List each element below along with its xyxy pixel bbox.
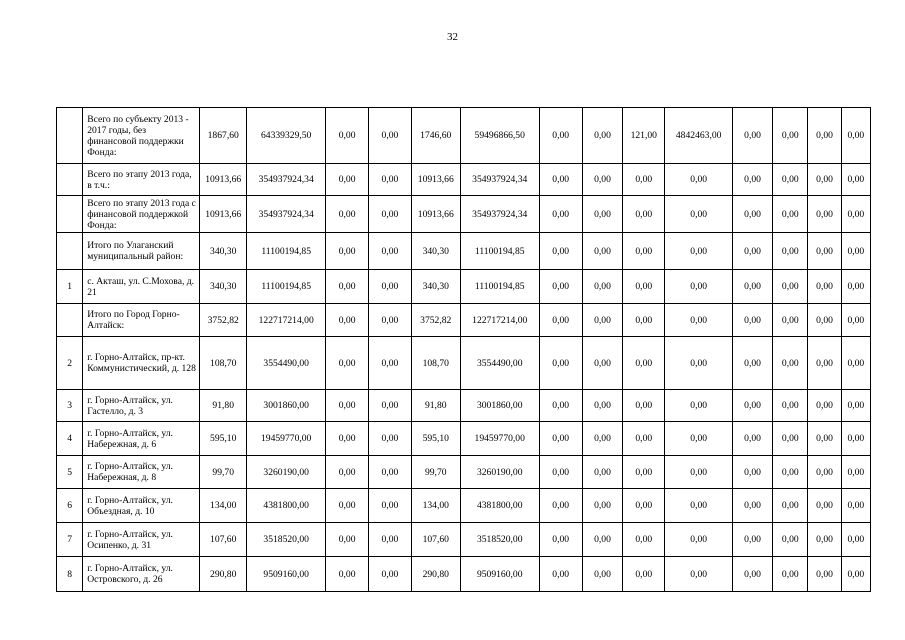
value-cell: 0,00 (539, 270, 582, 304)
value-cell: 0,00 (732, 196, 772, 233)
value-cell: 0,00 (773, 164, 808, 196)
value-cell: 0,00 (773, 304, 808, 337)
value-cell: 0,00 (325, 390, 368, 422)
value-cell: 0,00 (773, 456, 808, 489)
value-cell: 0,00 (325, 164, 368, 196)
value-cell: 0,00 (539, 304, 582, 337)
value-cell: 0,00 (369, 108, 411, 164)
value-cell: 0,00 (325, 557, 368, 592)
value-cell: 354937924,34 (247, 164, 326, 196)
value-cell: 354937924,34 (460, 196, 539, 233)
value-cell: 0,00 (623, 196, 665, 233)
value-cell: 0,00 (325, 304, 368, 337)
row-name: г. Горно-Алтайск, ул. Островского, д. 26 (83, 557, 200, 592)
value-cell: 0,00 (732, 456, 772, 489)
row-name: г. Горно-Алтайск, ул. Гастелло, д. 3 (83, 390, 200, 422)
value-cell: 0,00 (539, 164, 582, 196)
value-cell: 0,00 (369, 233, 411, 270)
table-row (57, 270, 871, 304)
value-cell: 0,00 (582, 233, 622, 270)
value-cell: 0,00 (773, 489, 808, 523)
value-cell: 0,00 (623, 270, 665, 304)
value-cell: 0,00 (773, 422, 808, 456)
value-cell: 0,00 (665, 337, 732, 390)
row-index: 3 (57, 390, 83, 422)
value-cell: 595,10 (200, 422, 247, 456)
table-row (57, 108, 871, 164)
value-cell: 3001860,00 (460, 390, 539, 422)
value-cell: 0,00 (582, 390, 622, 422)
row-name: Итого по Улаганский муниципальный район: (83, 233, 200, 270)
value-cell: 0,00 (665, 196, 732, 233)
row-index (57, 164, 83, 196)
value-cell: 3752,82 (411, 304, 460, 337)
value-cell: 3001860,00 (247, 390, 326, 422)
row-index: 8 (57, 557, 83, 592)
value-cell: 0,00 (325, 270, 368, 304)
value-cell: 122717214,00 (460, 304, 539, 337)
value-cell: 0,00 (808, 164, 841, 196)
row-index: 5 (57, 456, 83, 489)
value-cell: 134,00 (200, 489, 247, 523)
value-cell: 59496866,50 (460, 108, 539, 164)
row-index: 4 (57, 422, 83, 456)
value-cell: 3554490,00 (460, 337, 539, 390)
value-cell: 0,00 (539, 456, 582, 489)
value-cell: 0,00 (539, 337, 582, 390)
value-cell: 0,00 (665, 233, 732, 270)
value-cell: 0,00 (582, 270, 622, 304)
value-cell: 0,00 (732, 337, 772, 390)
value-cell: 0,00 (369, 456, 411, 489)
row-name: г. Горно-Алтайск, пр-кт. Коммунистический, д. 128 (83, 337, 200, 390)
value-cell: 354937924,34 (460, 164, 539, 196)
value-cell: 0,00 (582, 557, 622, 592)
value-cell: 1867,60 (200, 108, 247, 164)
value-cell: 0,00 (582, 422, 622, 456)
value-cell: 0,00 (773, 233, 808, 270)
value-cell: 0,00 (773, 196, 808, 233)
table-row (57, 196, 871, 233)
value-cell: 1746,60 (411, 108, 460, 164)
value-cell: 0,00 (582, 196, 622, 233)
value-cell: 0,00 (325, 233, 368, 270)
value-cell: 0,00 (841, 108, 870, 164)
value-cell: 11100194,85 (460, 270, 539, 304)
value-cell: 0,00 (773, 523, 808, 557)
value-cell: 0,00 (732, 164, 772, 196)
value-cell: 107,60 (411, 523, 460, 557)
value-cell: 99,70 (411, 456, 460, 489)
value-cell: 0,00 (841, 270, 870, 304)
value-cell: 11100194,85 (247, 233, 326, 270)
value-cell: 0,00 (623, 456, 665, 489)
row-index: 6 (57, 489, 83, 523)
value-cell: 0,00 (665, 523, 732, 557)
value-cell: 0,00 (623, 523, 665, 557)
value-cell: 4381800,00 (460, 489, 539, 523)
value-cell: 0,00 (325, 422, 368, 456)
value-cell: 0,00 (539, 523, 582, 557)
value-cell: 0,00 (732, 304, 772, 337)
row-index: 7 (57, 523, 83, 557)
row-index: 1 (57, 270, 83, 304)
value-cell: 0,00 (808, 390, 841, 422)
value-cell: 108,70 (411, 337, 460, 390)
value-cell: 0,00 (808, 304, 841, 337)
value-cell: 0,00 (665, 390, 732, 422)
value-cell: 0,00 (369, 557, 411, 592)
row-name: г. Горно-Алтайск, ул. Набережная, д. 6 (83, 422, 200, 456)
value-cell: 0,00 (582, 304, 622, 337)
value-cell: 0,00 (665, 422, 732, 456)
value-cell: 0,00 (808, 456, 841, 489)
value-cell: 4842463,00 (665, 108, 732, 164)
value-cell: 0,00 (665, 304, 732, 337)
value-cell: 0,00 (325, 456, 368, 489)
value-cell: 0,00 (369, 270, 411, 304)
value-cell: 0,00 (841, 337, 870, 390)
value-cell: 0,00 (623, 390, 665, 422)
value-cell: 0,00 (369, 304, 411, 337)
value-cell: 290,80 (411, 557, 460, 592)
value-cell: 0,00 (369, 422, 411, 456)
value-cell: 340,30 (200, 233, 247, 270)
value-cell: 0,00 (808, 422, 841, 456)
value-cell: 0,00 (539, 557, 582, 592)
value-cell: 11100194,85 (247, 270, 326, 304)
row-name: Всего по этапу 2013 года, в т.ч.: (83, 164, 200, 196)
register-table (56, 107, 871, 592)
value-cell: 0,00 (582, 456, 622, 489)
value-cell: 0,00 (732, 233, 772, 270)
value-cell: 0,00 (841, 489, 870, 523)
table-row (57, 233, 871, 270)
value-cell: 0,00 (841, 304, 870, 337)
value-cell: 0,00 (808, 270, 841, 304)
value-cell: 0,00 (539, 390, 582, 422)
value-cell: 108,70 (200, 337, 247, 390)
value-cell: 0,00 (582, 337, 622, 390)
value-cell: 3752,82 (200, 304, 247, 337)
row-index (57, 196, 83, 233)
value-cell: 107,60 (200, 523, 247, 557)
value-cell: 64339329,50 (247, 108, 326, 164)
value-cell: 0,00 (665, 164, 732, 196)
value-cell: 0,00 (841, 422, 870, 456)
value-cell: 0,00 (369, 390, 411, 422)
value-cell: 3260190,00 (247, 456, 326, 489)
value-cell: 0,00 (539, 108, 582, 164)
value-cell: 0,00 (841, 164, 870, 196)
value-cell: 0,00 (665, 557, 732, 592)
value-cell: 0,00 (539, 233, 582, 270)
row-name: с. Акташ, ул. С.Мохова, д. 21 (83, 270, 200, 304)
value-cell: 10913,66 (411, 196, 460, 233)
value-cell: 0,00 (665, 489, 732, 523)
value-cell: 0,00 (369, 196, 411, 233)
table-row (57, 337, 871, 390)
value-cell: 0,00 (808, 196, 841, 233)
table-row (57, 304, 871, 337)
value-cell: 0,00 (369, 523, 411, 557)
value-cell: 0,00 (808, 557, 841, 592)
value-cell: 0,00 (665, 270, 732, 304)
value-cell: 340,30 (411, 270, 460, 304)
value-cell: 0,00 (325, 108, 368, 164)
value-cell: 0,00 (808, 337, 841, 390)
value-cell: 0,00 (325, 523, 368, 557)
value-cell: 0,00 (582, 108, 622, 164)
value-cell: 0,00 (665, 456, 732, 489)
value-cell: 0,00 (732, 557, 772, 592)
value-cell: 0,00 (369, 337, 411, 390)
value-cell: 0,00 (732, 270, 772, 304)
row-name: Всего по этапу 2013 года с финансовой поддержкой Фонда: (83, 196, 200, 233)
value-cell: 0,00 (732, 489, 772, 523)
value-cell: 0,00 (369, 489, 411, 523)
value-cell: 290,80 (200, 557, 247, 592)
value-cell: 0,00 (732, 523, 772, 557)
row-name: Итого по Город Горно-Алтайск: (83, 304, 200, 337)
value-cell: 3518520,00 (247, 523, 326, 557)
value-cell: 0,00 (582, 489, 622, 523)
value-cell: 0,00 (773, 270, 808, 304)
value-cell: 0,00 (732, 422, 772, 456)
value-cell: 0,00 (325, 196, 368, 233)
value-cell: 0,00 (808, 523, 841, 557)
value-cell: 0,00 (773, 337, 808, 390)
row-name: г. Горно-Алтайск, ул. Осипенко, д. 31 (83, 523, 200, 557)
value-cell: 0,00 (539, 196, 582, 233)
value-cell: 0,00 (623, 164, 665, 196)
value-cell: 0,00 (582, 523, 622, 557)
table-row (57, 557, 871, 592)
value-cell: 0,00 (841, 456, 870, 489)
value-cell: 19459770,00 (460, 422, 539, 456)
value-cell: 0,00 (732, 390, 772, 422)
value-cell: 91,80 (411, 390, 460, 422)
value-cell: 121,00 (623, 108, 665, 164)
table-row (57, 523, 871, 557)
value-cell: 0,00 (732, 108, 772, 164)
page-number: 32 (447, 31, 458, 43)
value-cell: 340,30 (411, 233, 460, 270)
value-cell: 0,00 (539, 422, 582, 456)
value-cell: 340,30 (200, 270, 247, 304)
value-cell: 11100194,85 (460, 233, 539, 270)
value-cell: 122717214,00 (247, 304, 326, 337)
value-cell: 0,00 (841, 557, 870, 592)
value-cell: 91,80 (200, 390, 247, 422)
value-cell: 9509160,00 (247, 557, 326, 592)
row-index: 2 (57, 337, 83, 390)
row-index (57, 233, 83, 270)
value-cell: 0,00 (841, 523, 870, 557)
row-name: г. Горно-Алтайск, ул. Набережная, д. 8 (83, 456, 200, 489)
value-cell: 19459770,00 (247, 422, 326, 456)
value-cell: 0,00 (773, 557, 808, 592)
value-cell: 354937924,34 (247, 196, 326, 233)
value-cell: 134,00 (411, 489, 460, 523)
value-cell: 0,00 (808, 489, 841, 523)
row-index (57, 304, 83, 337)
value-cell: 0,00 (808, 108, 841, 164)
value-cell: 0,00 (369, 164, 411, 196)
table-row (57, 390, 871, 422)
table-row (57, 164, 871, 196)
row-name: Всего по субъекту 2013 - 2017 годы, без финансовой поддержки Фонда: (83, 108, 200, 164)
value-cell: 3260190,00 (460, 456, 539, 489)
value-cell: 99,70 (200, 456, 247, 489)
value-cell: 0,00 (325, 489, 368, 523)
value-cell: 0,00 (841, 390, 870, 422)
value-cell: 0,00 (623, 304, 665, 337)
value-cell: 0,00 (623, 422, 665, 456)
value-cell: 0,00 (623, 489, 665, 523)
table-row (57, 489, 871, 523)
table-row (57, 456, 871, 489)
value-cell: 3554490,00 (247, 337, 326, 390)
value-cell: 0,00 (841, 196, 870, 233)
value-cell: 10913,66 (200, 196, 247, 233)
value-cell: 0,00 (841, 233, 870, 270)
row-index (57, 108, 83, 164)
value-cell: 4381800,00 (247, 489, 326, 523)
value-cell: 3518520,00 (460, 523, 539, 557)
value-cell: 9509160,00 (460, 557, 539, 592)
value-cell: 0,00 (623, 557, 665, 592)
value-cell: 0,00 (773, 108, 808, 164)
table-row (57, 422, 871, 456)
row-name: г. Горно-Алтайск, ул. Объездная, д. 10 (83, 489, 200, 523)
value-cell: 595,10 (411, 422, 460, 456)
value-cell: 0,00 (539, 489, 582, 523)
value-cell: 0,00 (808, 233, 841, 270)
value-cell: 0,00 (325, 337, 368, 390)
value-cell: 10913,66 (200, 164, 247, 196)
value-cell: 0,00 (623, 233, 665, 270)
value-cell: 10913,66 (411, 164, 460, 196)
value-cell: 0,00 (582, 164, 622, 196)
value-cell: 0,00 (623, 337, 665, 390)
value-cell: 0,00 (773, 390, 808, 422)
